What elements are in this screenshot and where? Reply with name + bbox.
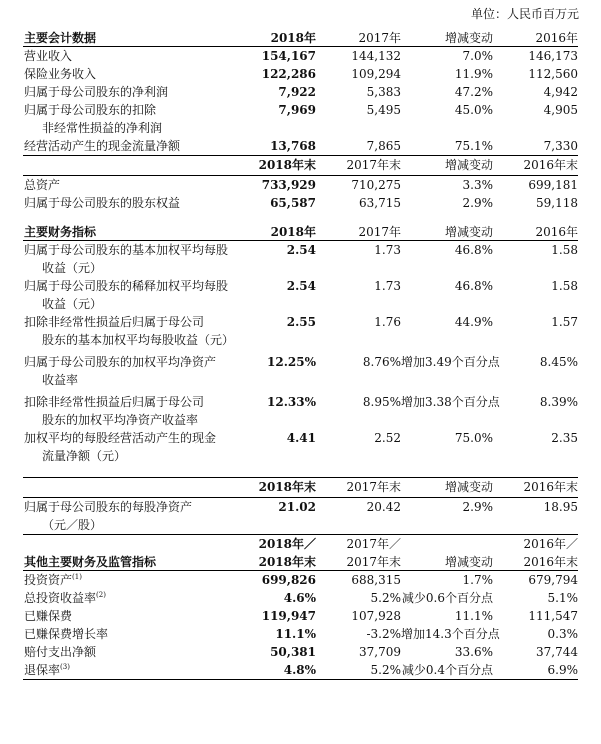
row-label bbox=[23, 277, 245, 313]
value-2017: -3.2% bbox=[366, 627, 401, 641]
section2-title bbox=[23, 156, 245, 176]
value-2017: 8.76% bbox=[362, 355, 401, 369]
value-2016: 5.1% bbox=[547, 591, 578, 605]
row-label: 营业收入 bbox=[24, 49, 73, 63]
value-change: 增加14.3个百分点 bbox=[401, 627, 500, 641]
col-change: 增减变动 bbox=[401, 478, 493, 498]
row-label bbox=[23, 393, 245, 429]
value-2016: 18.95 bbox=[543, 500, 578, 514]
value-2018: 13,768 bbox=[245, 137, 316, 156]
table-row bbox=[23, 241, 578, 278]
value-change: 47.2% bbox=[454, 85, 493, 99]
table-row bbox=[23, 47, 578, 66]
table-row bbox=[23, 498, 578, 535]
value-2017: 1.73 bbox=[374, 279, 401, 293]
col-2018: 2018年 bbox=[245, 30, 316, 47]
value-change: 11.1% bbox=[454, 609, 493, 623]
row-label bbox=[23, 571, 245, 590]
row-label-text: 总投资收益率 bbox=[24, 591, 97, 605]
value-2017: 7,865 bbox=[316, 137, 401, 156]
section5-title-top bbox=[23, 535, 245, 555]
row-label-line2: 收益（元） bbox=[42, 297, 103, 311]
col-change-top bbox=[401, 535, 493, 555]
value-change: 增加3.49个百分点 bbox=[401, 355, 500, 369]
col-2017-end: 2017年末 bbox=[316, 478, 401, 498]
row-label bbox=[23, 589, 245, 607]
value-2018: 733,929 bbox=[261, 178, 316, 192]
value-2018: 4.41 bbox=[286, 431, 316, 445]
table-row bbox=[23, 277, 578, 313]
row-label bbox=[23, 429, 245, 465]
value-2016: 6.9% bbox=[493, 661, 578, 680]
value-2018: 2.54 bbox=[286, 279, 316, 293]
col-2017: 2017年 bbox=[316, 224, 401, 241]
table-row bbox=[23, 313, 578, 353]
footnote-mark: (1) bbox=[72, 573, 82, 581]
row-label: 保险业务收入 bbox=[24, 67, 97, 81]
value-2017: 1.73 bbox=[374, 243, 401, 257]
value-2016: 146,173 bbox=[528, 49, 578, 63]
value-change: 75.1% bbox=[401, 137, 493, 156]
value-2016: 7,330 bbox=[493, 137, 578, 156]
value-2018: 4.6% bbox=[283, 591, 316, 605]
value-2017: 688,315 bbox=[351, 573, 401, 587]
value-2018: 11.1% bbox=[275, 627, 316, 641]
value-2016: 699,181 bbox=[528, 178, 578, 192]
col-2016: 2016年 bbox=[493, 224, 578, 241]
value-2017: 63,715 bbox=[359, 196, 401, 210]
value-change: 增加3.38个百分点 bbox=[401, 395, 500, 409]
row-label-line1: 扣除非经常性损益后归属于母公司 bbox=[24, 315, 205, 329]
value-2016: 8.45% bbox=[539, 355, 578, 369]
value-2017: 37,709 bbox=[359, 645, 401, 659]
table-row bbox=[23, 571, 578, 590]
section2-header bbox=[23, 156, 578, 176]
value-2017: 5,383 bbox=[366, 85, 401, 99]
row-label-line1: 归属于母公司股东的每股净资产 bbox=[24, 500, 193, 514]
value-2016: 1.58 bbox=[551, 279, 578, 293]
section1-header bbox=[23, 30, 578, 47]
col-change: 增减变动 bbox=[401, 554, 493, 571]
value-change: 1.7% bbox=[462, 573, 493, 587]
row-label-line1: 扣除非经常性损益后归属于母公司 bbox=[24, 395, 205, 409]
table-row bbox=[23, 589, 578, 607]
value-2016: 8.39% bbox=[539, 395, 578, 409]
value-change: 减少0.4个百分点 bbox=[401, 661, 493, 680]
value-2016: 679,794 bbox=[528, 573, 578, 587]
footnote-mark: (3) bbox=[60, 663, 70, 671]
row-label: 归属于母公司股东的净利润 bbox=[24, 85, 169, 99]
table-row bbox=[23, 643, 578, 661]
value-change: 2.9% bbox=[462, 500, 493, 514]
row-label-line2: 非经常性损益的净利润 bbox=[42, 121, 163, 135]
value-2017: 5.2% bbox=[316, 661, 401, 680]
col-2016-end: 2016年末 bbox=[493, 156, 578, 176]
table-row bbox=[23, 83, 578, 101]
value-2017: 2.52 bbox=[374, 431, 401, 445]
section3-header bbox=[23, 224, 578, 241]
table-row bbox=[23, 393, 578, 429]
row-label bbox=[23, 313, 245, 353]
value-2017: 109,294 bbox=[351, 67, 401, 81]
table-row bbox=[23, 176, 578, 195]
row-label-line2: 收益（元） bbox=[42, 261, 103, 275]
value-2018: 2.55 bbox=[286, 315, 316, 329]
row-label-line1: 归属于母公司股东的加权平均净资产 bbox=[24, 355, 217, 369]
value-change: 11.9% bbox=[454, 67, 493, 81]
table-row bbox=[23, 353, 578, 393]
col-change: 增减变动 bbox=[401, 156, 493, 176]
value-change: 46.8% bbox=[454, 279, 493, 293]
value-2018: 12.33% bbox=[267, 395, 316, 409]
row-label bbox=[23, 498, 245, 535]
row-label: 总资产 bbox=[24, 178, 61, 192]
col-2017: 2017年 bbox=[316, 30, 401, 47]
row-label: 经营活动产生的现金流量净额 bbox=[23, 137, 245, 156]
col-2016: 2016年 bbox=[493, 30, 578, 47]
section4-title bbox=[23, 478, 245, 498]
unit-note: 单位：人民币百万元 bbox=[470, 7, 579, 21]
row-label-line2: 股东的加权平均净资产收益率 bbox=[42, 413, 199, 427]
value-2016: 59,118 bbox=[536, 196, 578, 210]
value-2017: 8.95% bbox=[362, 395, 401, 409]
row-label: 赔付支出净额 bbox=[24, 645, 97, 659]
row-label-text: 退保率 bbox=[24, 663, 61, 677]
footnote-mark: (2) bbox=[96, 591, 106, 599]
financial-summary-table bbox=[23, 30, 578, 680]
value-2017: 1.76 bbox=[374, 315, 401, 329]
section5-title: 其他主要财务及监管指标 bbox=[23, 554, 245, 571]
row-label: 已赚保费增长率 bbox=[24, 627, 109, 641]
value-change: 2.9% bbox=[462, 196, 493, 210]
row-label-line1: 归属于母公司股东的扣除 bbox=[24, 103, 157, 117]
col-2017-end: 2017年末 bbox=[316, 156, 401, 176]
row-label-line1: 归属于母公司股东的基本加权平均每股 bbox=[24, 243, 229, 257]
value-change: 45.0% bbox=[454, 103, 493, 117]
table-row bbox=[23, 194, 578, 212]
row-label bbox=[23, 353, 245, 393]
col-2017-top: 2017年／ bbox=[316, 535, 401, 555]
value-2017: 710,275 bbox=[351, 178, 401, 192]
col-2016-top: 2016年／ bbox=[493, 535, 578, 555]
value-2018: 4.8% bbox=[245, 661, 316, 680]
value-2018: 154,167 bbox=[261, 49, 316, 63]
value-2017: 107,928 bbox=[351, 609, 401, 623]
row-label-line2: （元／股） bbox=[42, 518, 103, 532]
row-label bbox=[23, 661, 245, 680]
row-label bbox=[23, 241, 245, 278]
row-label-line1: 加权平均的每股经营活动产生的现金 bbox=[24, 431, 217, 445]
spacer bbox=[23, 212, 578, 224]
table-row bbox=[23, 65, 578, 83]
value-change: 46.8% bbox=[454, 243, 493, 257]
value-2018: 699,826 bbox=[261, 573, 316, 587]
row-label-line1: 归属于母公司股东的稀释加权平均每股 bbox=[24, 279, 229, 293]
table-row bbox=[23, 607, 578, 625]
value-2017: 5.2% bbox=[370, 591, 401, 605]
col-2018-end: 2018年末 bbox=[245, 156, 316, 176]
row-label-line2: 收益率 bbox=[42, 373, 79, 387]
value-change: 3.3% bbox=[462, 178, 493, 192]
value-2018: 2.54 bbox=[286, 243, 316, 257]
value-2017: 144,132 bbox=[351, 49, 401, 63]
value-2017: 5,495 bbox=[366, 103, 401, 117]
row-label-text: 投资资产 bbox=[24, 573, 73, 587]
value-change: 7.0% bbox=[462, 49, 493, 63]
table-row bbox=[23, 101, 578, 137]
value-2018: 7,969 bbox=[278, 103, 316, 117]
col-2017-end: 2017年末 bbox=[316, 554, 401, 571]
col-2018-end: 2018年末 bbox=[245, 478, 316, 498]
value-2018: 122,286 bbox=[261, 67, 316, 81]
section3-title: 主要财务指标 bbox=[23, 224, 245, 241]
table-row bbox=[23, 661, 578, 680]
row-label bbox=[23, 101, 245, 137]
value-2016: 4,942 bbox=[543, 85, 578, 99]
value-2018: 65,587 bbox=[270, 196, 316, 210]
value-change: 减少0.6个百分点 bbox=[401, 591, 493, 605]
value-2018: 119,947 bbox=[261, 609, 316, 623]
col-change: 增减变动 bbox=[401, 30, 493, 47]
section5-header bbox=[23, 554, 578, 571]
col-2016-end: 2016年末 bbox=[493, 478, 578, 498]
table-row bbox=[23, 137, 578, 156]
col-2018-top: 2018年／ bbox=[245, 535, 316, 555]
col-2018: 2018年 bbox=[245, 224, 316, 241]
value-2016: 111,547 bbox=[528, 609, 578, 623]
value-2016: 4,905 bbox=[543, 103, 578, 117]
value-change: 75.0% bbox=[454, 431, 493, 445]
value-2016: 1.57 bbox=[551, 315, 578, 329]
col-2018-end: 2018年末 bbox=[245, 554, 316, 571]
section5-header-top bbox=[23, 535, 578, 555]
value-2018: 7,922 bbox=[278, 85, 316, 99]
table-row bbox=[23, 429, 578, 465]
col-2016-end: 2016年末 bbox=[493, 554, 578, 571]
table-row bbox=[23, 625, 578, 643]
value-2016: 37,744 bbox=[536, 645, 578, 659]
row-label-line2: 流量净额（元） bbox=[42, 449, 127, 463]
col-change: 增减变动 bbox=[401, 224, 493, 241]
row-label-line2: 股东的基本加权平均每股收益（元） bbox=[42, 333, 235, 347]
value-2018: 21.02 bbox=[278, 500, 316, 514]
row-label: 已赚保费 bbox=[24, 609, 73, 623]
value-2016: 2.35 bbox=[551, 431, 578, 445]
value-2018: 50,381 bbox=[270, 645, 316, 659]
row-label: 归属于母公司股东的股东权益 bbox=[24, 196, 181, 210]
value-2017: 20.42 bbox=[366, 500, 401, 514]
section1-title: 主要会计数据 bbox=[23, 30, 245, 47]
value-2016: 0.3% bbox=[547, 627, 578, 641]
value-2018: 12.25% bbox=[267, 355, 316, 369]
value-change: 44.9% bbox=[454, 315, 493, 329]
value-change: 33.6% bbox=[454, 645, 493, 659]
section4-header bbox=[23, 478, 578, 498]
value-2016: 1.58 bbox=[551, 243, 578, 257]
value-2016: 112,560 bbox=[528, 67, 578, 81]
spacer bbox=[23, 465, 578, 478]
